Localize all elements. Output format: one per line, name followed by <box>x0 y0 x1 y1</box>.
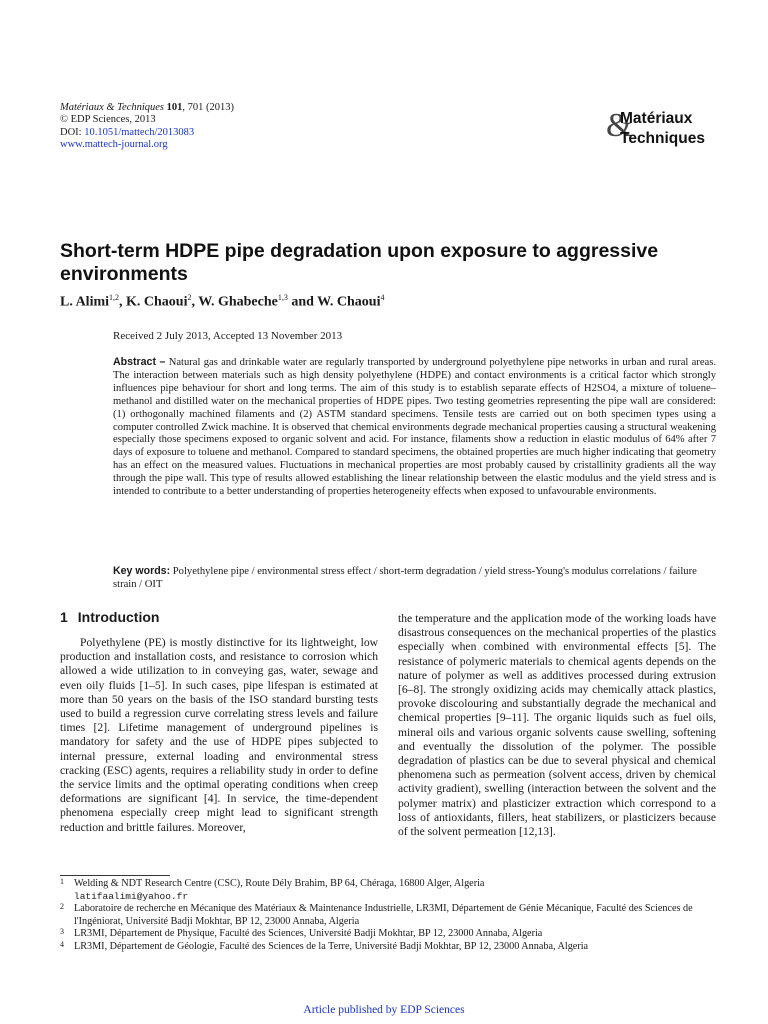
footnote-mark: 3 <box>60 927 64 937</box>
footnote-mark: 2 <box>60 902 64 912</box>
footnotes <box>60 878 720 954</box>
footnote <box>60 903 720 928</box>
journal-citation <box>60 102 234 114</box>
body-column-right: the temperature and the application mode of the working loads have disastrous consequences on the mechanical properties of the plastics especially when combined with environmental effects [5]. The resistance of polymeric materials to chemical agents depends on the nature of polymer as well as additives processed during extrusion [6–8]. The strongly oxidizing acids may chemically attack plastics, provoke discolouring and substantially degrade the mechanical and chemical properties [9–11]. The organic liquids such as fuel oils, mineral oils and various organic solvents cause swelling, softening and eventually the dissolution of the polymer. The possible degradation of plastics can be due to several physical and chemical phenomena such as permeation (solvent access, driven by chemical activity gradient), swelling (interaction between the solvent and the polymer matrix) and plasticizer extraction which correspond to a loss of antioxidants, fillers, heat stabilizers, or plasticizers because of the solvent permeation [12,13]. <box>398 612 716 839</box>
journal-article: , 701 (2013) <box>182 102 235 113</box>
body-column-left: Polyethylene (PE) is mostly distinctive for its lightweight, low production and installation costs, and resistance to corrosion which allowed a wide utilization to in conveying gas, water, sewage and even oily fluids [1–5]. In such cases, pipe lifespan is estimated at more than 50 years on the basis of the ISO standard bursting tests used to build a regression curve correlating stress levels and failure times [2]. Lifetime management of underground pipelines is mandatory for safety and the use of HDPE pipes subjected to internal pressure, external loading and environmental stress cracking (ESC) agents, requires a reliability study in order to define the service limits and the optimal operating conditions when creep deformations are significant [4]. In service, the time-dependent phenomena especially creep might lead to significant strength reduction and brittle failures. Moreover, <box>60 636 378 834</box>
section-number: 1 <box>60 609 68 625</box>
received-dates: Received 2 July 2013, Accepted 13 November 2013 <box>113 330 343 342</box>
author-affiliation: 1,3 <box>277 293 288 302</box>
author-name: W. Chaoui <box>317 294 381 310</box>
footnote <box>60 941 720 954</box>
footnote-text: LR3MI, Département de Physique, Faculté des Sciences, Université Badji Mokhtar, BP 12, 23000 Annaba, Algeria <box>74 928 543 940</box>
footnote-mark: 4 <box>60 939 64 949</box>
author-list <box>60 293 384 311</box>
author-name: W. Ghabeche <box>198 294 278 310</box>
author-name: L. Alimi <box>60 294 110 310</box>
publisher-link[interactable]: Article published by EDP Sciences <box>303 1004 465 1016</box>
author-separator: , <box>119 294 127 310</box>
keywords-text: Polyethylene pipe / environmental stress effect / short-term degradation / yield stress-Young's modulus correlations / failure strain / OIT <box>113 566 697 590</box>
author-name: K. Chaoui <box>126 294 188 310</box>
abstract-text: Natural gas and drinkable water are regularly transported by underground polyethylene pipe networks in urban and rural areas. The interaction between materials such as high density polyethylene (HDPE) and contact environments is a critical factor which strongly influences pipe behaviour for short and long terms. The aim of this study is to establish separate effects of H2SO4, a mixture of toluene–methanol and distilled water on the mechanical properties of HDPE pipes. Two testing geometries representing the pipe wall are considered: (1) orthogonally machined filaments and (2) ASTM standard specimens. Tensile tests are carried out on both specimen types using a computer controlled Zwick machine. It is observed that chemical environments degrade mechanical properties causing a structural weakening especially those specimens exposed to organic solvent and acid. For instance, filaments show a reduction in elastic modulus of 64% after 7 days of exposure to toluene and methanol. Compared to standard specimens, the obtained properties are much higher indicating that geometry has an effect on the measured values. Fluctuations in mechanical properties are most probably caused by cristallinity gradients all the way through the pipe wall. This type of results allowed establishing the linear relationship between the elastic modulus and the yield stress and is intended to contribute to a better understanding of properties heterogeneity effects when exposed to unfavourable environments. <box>113 357 716 498</box>
doi-label: DOI: <box>60 126 82 138</box>
paper-title: Short-term HDPE pipe degradation upon exposure to aggressive environments <box>60 240 659 285</box>
section-title: Introduction <box>77 609 160 625</box>
journal-meta <box>60 102 234 152</box>
footnote-text: Laboratoire de recherche en Mécanique des Matériaux & Maintenance Industrielle, LR3MI, Département de Génie Mécanique, Faculté des Sciences de l'Ingéniorat, Université Badji Mokhtar, BP 12, 23000 Annaba, Algeria <box>74 903 693 927</box>
doi-line <box>60 127 234 139</box>
journal-url-link[interactable]: www.mattech-journal.org <box>60 139 168 151</box>
keywords <box>113 565 716 592</box>
footnote-text: Welding & NDT Research Centre (CSC), Route Dély Brahim, BP 64, Chéraga, 16800 Alger, Algeria <box>74 878 485 889</box>
section-heading <box>60 609 159 625</box>
keywords-label: Key words: <box>113 565 171 577</box>
author-separator: and <box>287 294 318 310</box>
abstract <box>113 356 716 499</box>
footnote-mark: 1 <box>60 877 64 886</box>
doi-link[interactable]: 10.1051/mattech/2013083 <box>84 126 195 138</box>
logo-word-materiaux: Matériaux <box>620 110 693 127</box>
journal-name: Matériaux & Techniques <box>60 102 165 113</box>
footnote <box>60 928 720 941</box>
journal-logo <box>606 106 722 158</box>
author-separator: , <box>191 294 199 310</box>
abstract-label: Abstract – <box>113 356 166 368</box>
footnote-text: LR3MI, Département de Géologie, Faculté des Sciences de la Terre, Université Badji Mokhtar, BP 12, 23000 Annaba, Algeria <box>74 940 589 952</box>
journal-volume: 101 <box>166 102 183 113</box>
footnote-divider <box>60 875 170 876</box>
logo-ampersand: & <box>606 107 633 144</box>
author-affiliation: 2 <box>187 293 192 302</box>
author-affiliation: 4 <box>380 293 385 302</box>
logo-word-techniques: Techniques <box>620 130 705 147</box>
author-affiliation: 1,2 <box>109 293 120 302</box>
footnote <box>60 878 720 903</box>
copyright: © EDP Sciences, 2013 <box>60 114 156 126</box>
author-email-link[interactable]: latifaalimi@yahoo.fr <box>74 890 189 902</box>
